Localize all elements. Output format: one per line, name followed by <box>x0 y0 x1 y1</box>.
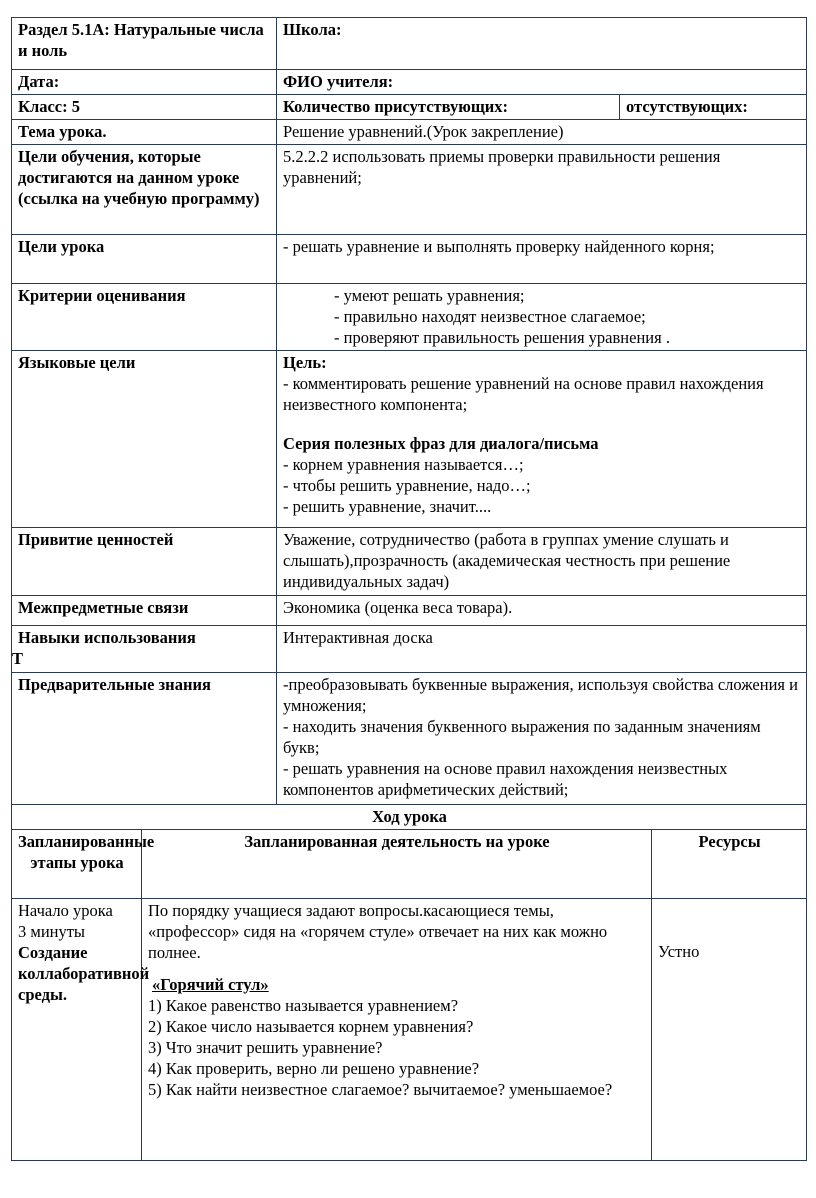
values-value: Уважение, сотрудничество (работа в группах умение слушать и слышать),прозрачность (академическая честность при решение индивидуальных задач) <box>277 528 807 596</box>
cross-curricular-label: Межпредметные связи <box>12 596 277 626</box>
prior-knowledge-item: - решать уравнения на основе правил нахождения неизвестных компонентов арифметических действий; <box>283 759 728 799</box>
question-item: 5) Как найти неизвестное слагаемое? вычитаемое? уменьшаемое? <box>148 1079 613 1099</box>
lesson-plan-table <box>11 804 807 1161</box>
activity-cell <box>142 898 652 1160</box>
prior-knowledge-item: - находить значения буквенного выражения по заданным значениям букв; <box>283 717 761 757</box>
language-goal-title: Цель: <box>283 353 327 372</box>
values-label: Привитие ценностей <box>12 528 277 596</box>
language-goals-value <box>277 351 807 528</box>
useful-phrase: - корнем уравнения называется…; <box>283 455 524 474</box>
lesson-info-table <box>11 17 807 805</box>
resource-cell: Устно <box>652 898 807 1160</box>
stage-name: Создание коллаборативной среды. <box>18 942 150 1004</box>
activity-game-title: «Горячий стул» <box>152 974 269 994</box>
skills-label <box>12 626 277 673</box>
question-item: 1) Какое равенство называется уравнением? <box>148 995 459 1015</box>
criteria-item: - правильно находят неизвестное слагаемое; <box>334 307 646 326</box>
criteria-label: Критерии оценивания <box>12 284 277 351</box>
useful-phrase: - чтобы решить уравнение, надо…; <box>283 476 531 495</box>
stage-cell <box>12 898 150 1160</box>
topic-label: Тема урока. <box>12 120 277 145</box>
language-goal-text: - комментировать решение уравнений на основе правил нахождения неизвестного компонента; <box>283 374 764 414</box>
skills-label-line: Т <box>12 649 24 668</box>
prior-knowledge-item: -преобразовывать буквенные выражения, используя свойства сложения и умножения; <box>283 675 798 715</box>
teacher-cell: ФИО учителя: <box>277 70 807 95</box>
cross-curricular-value: Экономика (оценка веса товара). <box>277 596 807 626</box>
skills-value: Интерактивная доска <box>277 626 807 673</box>
useful-phrase: - решить уравнение, значит.... <box>283 497 492 516</box>
activity-intro: По порядку учащиеся задают вопросы.касающиеся темы, «профессор» сидя на «горячем стуле» отвечает на них как можно полнее. <box>148 900 608 962</box>
section-cell: Раздел 5.1А: Натуральные числа и ноль <box>12 18 277 70</box>
lesson-goals-value: - решать уравнение и выполнять проверку найденного корня; <box>277 235 807 284</box>
learning-goals-label: Цели обучения, которые достигаются на данном уроке (ссылка на учебную программу) <box>12 145 277 235</box>
lesson-goals-label: Цели урока <box>12 235 277 284</box>
col-header-resources: Ресурсы <box>652 829 807 898</box>
stage-time: Начало урока <box>18 900 113 920</box>
language-goals-label: Языковые цели <box>12 351 277 528</box>
topic-value: Решение уравнений.(Урок закрепление) <box>277 120 807 145</box>
class-cell: Класс: 5 <box>12 95 277 120</box>
learning-goals-value: 5.2.2.2 использовать приемы проверки правильности решения уравнений; <box>277 145 807 235</box>
present-cell: Количество присутствующих: <box>277 95 620 120</box>
criteria-list <box>277 284 807 351</box>
school-cell: Школа: <box>277 18 807 70</box>
col-header-stages: Запланированные этапы урока <box>12 829 142 898</box>
col-header-activity: Запланированная деятельность на уроке <box>142 829 652 898</box>
criteria-item: - проверяют правильность решения уравнения . <box>334 328 670 347</box>
stage-duration: 3 минуты <box>18 921 86 941</box>
question-item: 2) Какое число называется корнем уравнения? <box>148 1016 474 1036</box>
lesson-plan-sheet <box>11 17 806 1161</box>
prior-knowledge-label: Предварительные знания <box>12 673 277 805</box>
skills-label-line: Навыки использования <box>18 628 196 647</box>
date-cell: Дата: <box>12 70 277 95</box>
lesson-progress-title: Ход урока <box>12 804 807 829</box>
absent-cell: отсутствующих: <box>620 95 807 120</box>
question-item: 4) Как проверить, верно ли решено уравнение? <box>148 1058 480 1078</box>
useful-phrases-title: Серия полезных фраз для диалога/письма <box>283 434 599 453</box>
prior-knowledge-list <box>277 673 807 805</box>
question-item: 3) Что значит решить уравнение? <box>148 1037 383 1057</box>
criteria-item: - умеют решать уравнения; <box>334 286 525 305</box>
